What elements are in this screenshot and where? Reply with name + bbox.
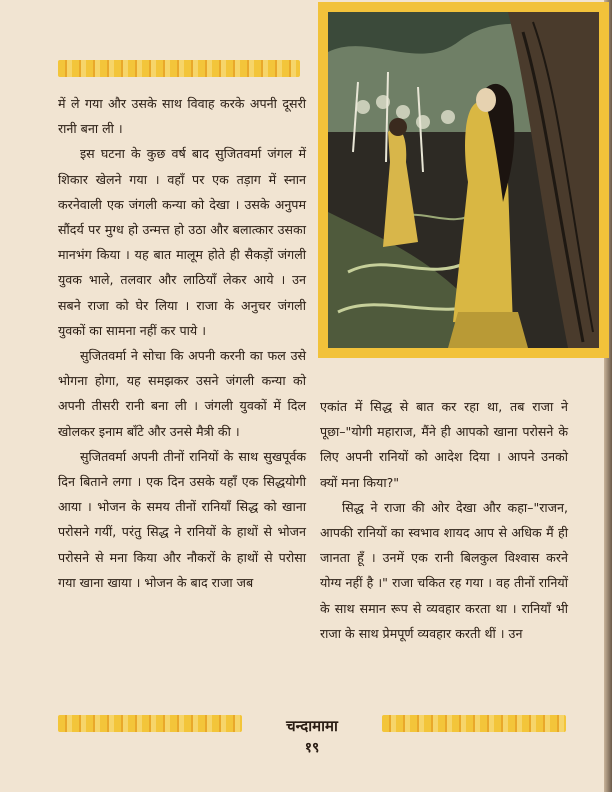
decorative-band-bottom-left xyxy=(58,715,242,732)
paragraph: सुजितवर्मा अपनी तीनों रानियों के साथ सुखपूर्वक दिन बिताने लगा । एक दिन उसके यहाँ एक सिद्धयोगी आया । भोजन के समय तीनों रानियाँ सिद्ध को खाना परोसने गयीं, परंतु सिद्ध ने रानियों के हाथों से भोजन परोसने से मना किया और नौकरों के हाथों से परोसा गया खाना खाया । भोजन के बाद राजा जब xyxy=(58,448,306,590)
illustration-forest-scene xyxy=(328,12,599,348)
paragraph: सिद्ध ने राजा की ओर देखा और कहा–"राजन, आपकी रानियों का स्वभाव शायद आप से अधिक मैं ही जानता हूँ । उनमें एक रानी बिलकुल विश्वास करने योग्य नहीं है ।" राजा चकित रह गया । वह तीनों रानियों के साथ समान रूप से व्यवहार करता था । रानियाँ भी राजा के साथ प्रेमपूर्ण व्यवहार करती थीं । उन xyxy=(320,499,568,641)
paragraph: में ले गया और उसके साथ विवाह करके अपनी दूसरी रानी बना ली । xyxy=(58,96,306,137)
page-number: १९ xyxy=(304,740,320,756)
left-text-column xyxy=(58,91,306,595)
magazine-title: चन्दामामा xyxy=(286,717,338,735)
decorative-band-bottom-right xyxy=(382,715,566,732)
paragraph: सुजितवर्मा ने सोचा कि अपनी करनी का फल उसे भोगना होगा, यह समझकर उसने जंगली कन्या को अपनी तीसरी रानी बना ली । जंगली युवकों में दिल खोलकर इनाम बाँटे और उनसे मैत्री की । xyxy=(58,348,306,439)
paragraph: एकांत में सिद्ध से बात कर रहा था, तब राजा ने पूछा–"योगी महाराज, मैंने ही आपको खाना परोसने के लिए अपनी रानियों को आदेश दिया । आपने उनको क्यों मना किया?" xyxy=(320,399,568,490)
decorative-band-top xyxy=(58,60,300,77)
right-text-column xyxy=(320,394,568,646)
story-illustration xyxy=(318,2,609,358)
paragraph: इस घटना के कुछ वर्ष बाद सुजितवर्मा जंगल में शिकार खेलने गया । वहाँ पर एक तड़ाग में स्नान करनेवाली एक जंगली कन्या को देखा । उसके अनुपम सौंदर्य पर मुग्ध हो उन्मत्त हो उठा और बलात्कार उसका मानभंग किया । यह बात मालूम होते ही सैकड़ों जंगली युवक भाले, तलवार और लाठियाँ लेकर आये । उन सबने राजा को घेर लिया । राजा के अनुचर जंगली युवकों का सामना नहीं कर पाये । xyxy=(58,146,306,338)
